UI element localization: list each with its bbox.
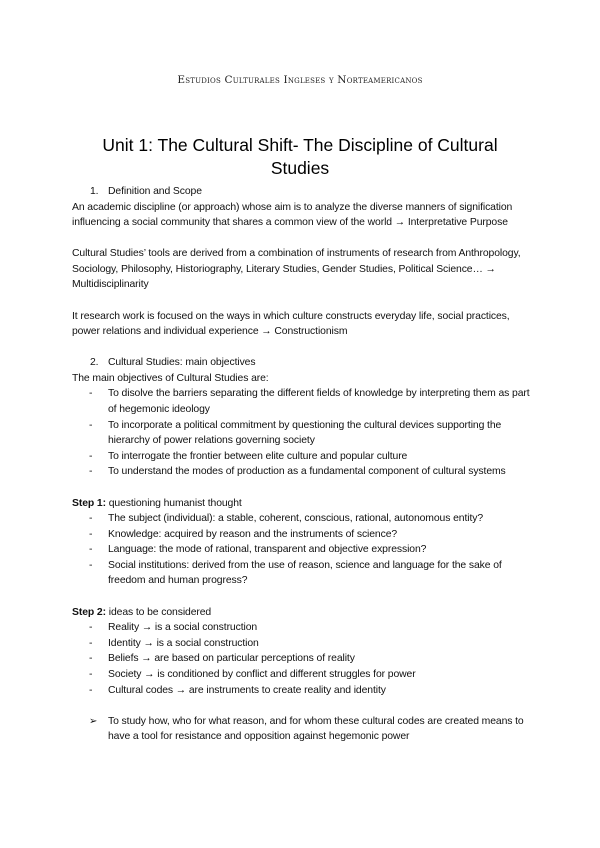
list-item: - To understand the modes of production as a fundamental component of cultural systems <box>89 466 506 478</box>
arrow-bullet-icon: ➢ <box>89 715 98 727</box>
document-body <box>72 184 532 745</box>
step2-list <box>72 620 532 698</box>
conclusion-list <box>72 714 532 745</box>
list-item: - Language: the mode of rational, transparent and objective expression? <box>89 544 427 556</box>
section-number: 2. <box>90 357 99 369</box>
step1-heading <box>72 496 532 512</box>
paragraph-definition: An academic discipline (or approach) whose aim is to analyze the diverse manners of signification influencing a social community that shares a common view of the world → Interpretative Purpose <box>72 201 513 229</box>
step1-list <box>72 511 532 589</box>
page-header: Estudios Culturales Ingleses y Norteamericanos <box>177 74 423 86</box>
step-title: ideas to be considered <box>108 606 212 618</box>
list-item: - Society → is conditioned by conflict and different struggles for power <box>89 668 416 680</box>
list-item: - Identity → is a social construction <box>89 637 259 649</box>
list-item: - Reality → is a social construction <box>89 622 258 634</box>
paragraph-research: It research work is focused on the ways in which culture constructs everyday life, social practices, power relations and individual experience → Constructionism <box>72 310 510 338</box>
objectives-list <box>72 386 532 480</box>
page-title: Unit 1: The Cultural Shift- The Discipline of Cultural Studies <box>102 135 498 178</box>
section-heading-objectives <box>72 355 532 371</box>
list-item: - Knowledge: acquired by reason and the instruments of science? <box>89 528 398 540</box>
section-title: Cultural Studies: main objectives <box>108 357 256 369</box>
list-item: - Beliefs → are based on particular perceptions of reality <box>89 653 355 665</box>
list-item: - To disolve the barriers separating the different fields of knowledge by interpreting them as part of hegemonic ideology <box>89 388 530 416</box>
section-number: 1. <box>90 186 99 197</box>
list-item: - Cultural codes → are instruments to create reality and identity <box>89 684 386 696</box>
list-item: ➢ To study how, who for what reason, and for whom these cultural codes are created means to have a tool for resistance and opposition against hegemonic power <box>72 714 532 745</box>
list-item: - To interrogate the frontier between elite culture and popular culture <box>89 450 408 462</box>
list-item: - Social institutions: derived from the use of reason, science and language for the sake of freedom and human progress? <box>89 559 502 587</box>
section-heading-definition <box>72 184 532 200</box>
step-label: Step 1: <box>72 497 106 509</box>
step-title: questioning humanist thought <box>108 497 242 509</box>
step2-heading <box>72 605 532 621</box>
list-item: - To incorporate a political commitment by questioning the cultural devices supporting the hierarchy of power relations governing society <box>89 419 502 447</box>
objectives-intro: The main objectives of Cultural Studies are: <box>72 372 269 384</box>
section-title: Definition and Scope <box>108 186 202 197</box>
step-label: Step 2: <box>72 606 106 618</box>
paragraph-tools: Cultural Studies’ tools are derived from a combination of instruments of research from Anthropology, Sociology, Philosophy, Historiography, Literary Studies, Gender Studies, Political Science… → Multidisciplinarity <box>72 248 521 291</box>
list-item: - The subject (individual): a stable, coherent, conscious, rational, autonomous entity? <box>89 513 484 525</box>
